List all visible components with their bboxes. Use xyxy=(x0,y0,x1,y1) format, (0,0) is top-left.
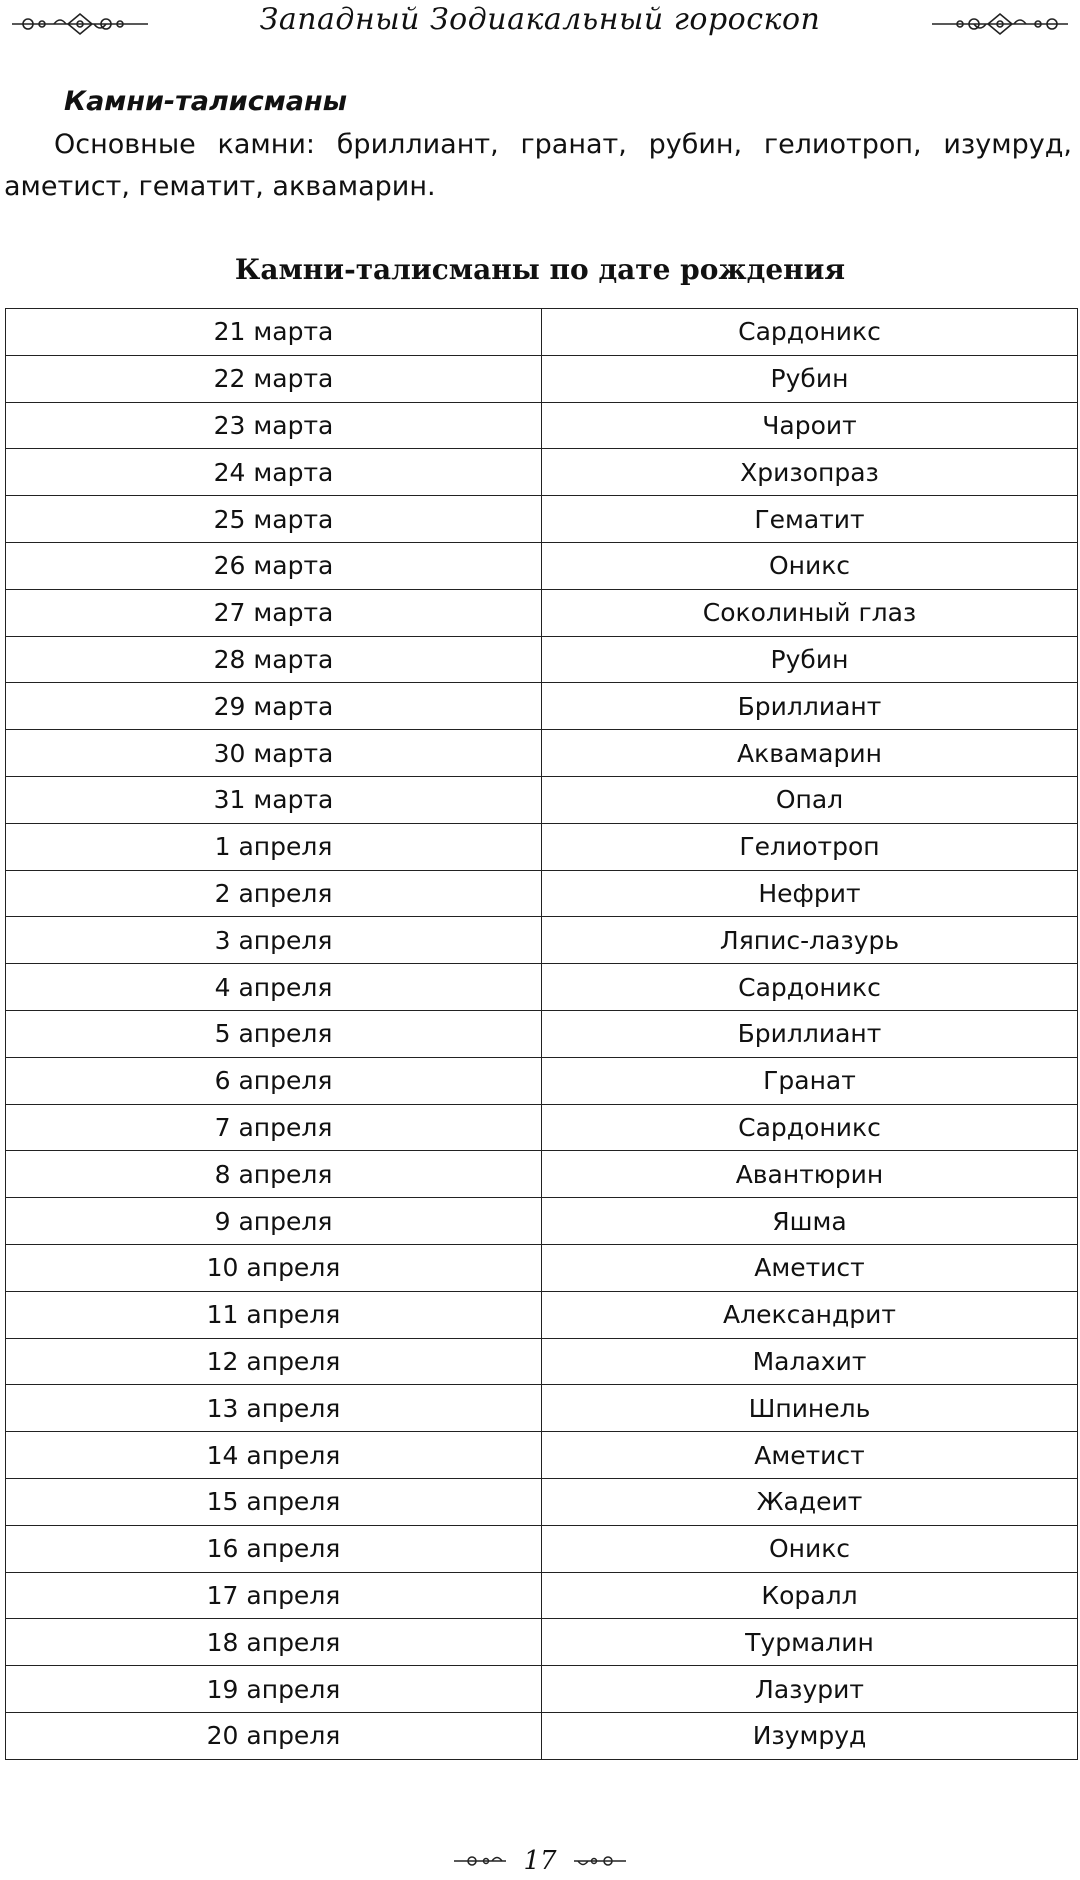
talisman-stone-cell: Авантюрин xyxy=(542,1151,1078,1198)
table-row xyxy=(6,449,1078,496)
scroll-flourish-icon xyxy=(930,10,1070,38)
table-row xyxy=(6,589,1078,636)
intro-paragraph: Основные камни: бриллиант, гранат, рубин, гелиотроп, изумруд, аметист, гематит, аквамарин. xyxy=(4,129,1072,202)
table-row xyxy=(6,309,1078,356)
table-row xyxy=(6,964,1078,1011)
talisman-stone-cell: Бриллиант xyxy=(542,1010,1078,1057)
table-row xyxy=(6,1385,1078,1432)
talisman-stone-cell: Оникс xyxy=(542,1525,1078,1572)
scroll-flourish-icon xyxy=(572,1851,628,1871)
page-footer xyxy=(0,1846,1080,1880)
talisman-stone-cell: Сардоникс xyxy=(542,1104,1078,1151)
birth-date-cell: 23 марта xyxy=(6,402,542,449)
birth-date-cell: 10 апреля xyxy=(6,1244,542,1291)
birth-date-cell: 5 апреля xyxy=(6,1010,542,1057)
table-caption: Камни-талисманы по дате рождения xyxy=(234,253,846,286)
talisman-stone-cell: Опал xyxy=(542,776,1078,823)
table-body xyxy=(6,309,1078,1760)
birth-date-cell: 17 апреля xyxy=(6,1572,542,1619)
birth-date-cell: 13 апреля xyxy=(6,1385,542,1432)
scroll-flourish-icon xyxy=(452,1851,508,1871)
talisman-stone-cell: Малахит xyxy=(542,1338,1078,1385)
talisman-stone-cell: Сардоникс xyxy=(542,964,1078,1011)
talisman-stone-cell: Хризопраз xyxy=(542,449,1078,496)
birth-date-cell: 11 апреля xyxy=(6,1291,542,1338)
birth-date-cell: 30 марта xyxy=(6,730,542,777)
section-heading: Камни-талисманы xyxy=(64,86,348,117)
table-row xyxy=(6,496,1078,543)
table-row xyxy=(6,1151,1078,1198)
table-row xyxy=(6,1057,1078,1104)
table-row xyxy=(6,1478,1078,1525)
talisman-stone-cell: Яшма xyxy=(542,1198,1078,1245)
talisman-stone-cell: Гематит xyxy=(542,496,1078,543)
talisman-stone-cell: Шпинель xyxy=(542,1385,1078,1432)
birth-date-cell: 19 апреля xyxy=(6,1666,542,1713)
birth-date-cell: 27 марта xyxy=(6,589,542,636)
talisman-stone-cell: Ляпис-лазурь xyxy=(542,917,1078,964)
birth-date-cell: 25 марта xyxy=(6,496,542,543)
birth-date-cell: 15 апреля xyxy=(6,1478,542,1525)
running-header-title: Западный Зодиакальный гороскоп xyxy=(259,2,821,37)
table-row xyxy=(6,1198,1078,1245)
birth-date-cell: 3 апреля xyxy=(6,917,542,964)
birth-date-cell: 20 апреля xyxy=(6,1712,542,1759)
table-row xyxy=(6,917,1078,964)
birth-date-cell: 29 марта xyxy=(6,683,542,730)
talisman-stone-cell: Аквамарин xyxy=(542,730,1078,777)
birth-date-cell: 16 апреля xyxy=(6,1525,542,1572)
table-row xyxy=(6,683,1078,730)
talisman-stone-cell: Лазурит xyxy=(542,1666,1078,1713)
birth-date-cell: 31 марта xyxy=(6,776,542,823)
table-row xyxy=(6,1572,1078,1619)
talisman-stone-cell: Аметист xyxy=(542,1432,1078,1479)
table-row xyxy=(6,355,1078,402)
birthstone-table xyxy=(5,308,1078,1760)
talisman-stone-cell: Александрит xyxy=(542,1291,1078,1338)
talisman-stone-cell: Гелиотроп xyxy=(542,823,1078,870)
table-row xyxy=(6,402,1078,449)
page-number: 17 xyxy=(523,1846,557,1876)
birth-date-cell: 12 апреля xyxy=(6,1338,542,1385)
birth-date-cell: 21 марта xyxy=(6,309,542,356)
talisman-stone-cell: Аметист xyxy=(542,1244,1078,1291)
table-row xyxy=(6,1010,1078,1057)
table-row xyxy=(6,776,1078,823)
running-header xyxy=(0,0,1080,50)
talisman-stone-cell: Турмалин xyxy=(542,1619,1078,1666)
talisman-stone-cell: Жадеит xyxy=(542,1478,1078,1525)
talisman-stone-cell: Сардоникс xyxy=(542,309,1078,356)
birth-date-cell: 26 марта xyxy=(6,542,542,589)
table-row xyxy=(6,823,1078,870)
birth-date-cell: 24 марта xyxy=(6,449,542,496)
table-row xyxy=(6,1104,1078,1151)
talisman-stone-cell: Рубин xyxy=(542,355,1078,402)
talisman-stone-cell: Соколиный глаз xyxy=(542,589,1078,636)
talisman-stone-cell: Гранат xyxy=(542,1057,1078,1104)
talisman-stone-cell: Чароит xyxy=(542,402,1078,449)
table-row xyxy=(6,1619,1078,1666)
birth-date-cell: 9 апреля xyxy=(6,1198,542,1245)
birth-date-cell: 14 апреля xyxy=(6,1432,542,1479)
table-row xyxy=(6,1244,1078,1291)
talisman-stone-cell: Рубин xyxy=(542,636,1078,683)
talisman-stone-cell: Оникс xyxy=(542,542,1078,589)
table-row xyxy=(6,1712,1078,1759)
table-row xyxy=(6,542,1078,589)
birth-date-cell: 1 апреля xyxy=(6,823,542,870)
birth-date-cell: 8 апреля xyxy=(6,1151,542,1198)
table-row xyxy=(6,870,1078,917)
table-row xyxy=(6,1291,1078,1338)
birth-date-cell: 4 апреля xyxy=(6,964,542,1011)
talisman-stone-cell: Коралл xyxy=(542,1572,1078,1619)
table-row xyxy=(6,1338,1078,1385)
table-row xyxy=(6,1525,1078,1572)
talisman-stone-cell: Бриллиант xyxy=(542,683,1078,730)
table-row xyxy=(6,636,1078,683)
birth-date-cell: 7 апреля xyxy=(6,1104,542,1151)
table-row xyxy=(6,730,1078,777)
birth-date-cell: 18 апреля xyxy=(6,1619,542,1666)
birth-date-cell: 2 апреля xyxy=(6,870,542,917)
birth-date-cell: 6 апреля xyxy=(6,1057,542,1104)
birth-date-cell: 28 марта xyxy=(6,636,542,683)
birth-date-cell: 22 марта xyxy=(6,355,542,402)
table-row xyxy=(6,1666,1078,1713)
talisman-stone-cell: Нефрит xyxy=(542,870,1078,917)
table-row xyxy=(6,1432,1078,1479)
talisman-stone-cell: Изумруд xyxy=(542,1712,1078,1759)
